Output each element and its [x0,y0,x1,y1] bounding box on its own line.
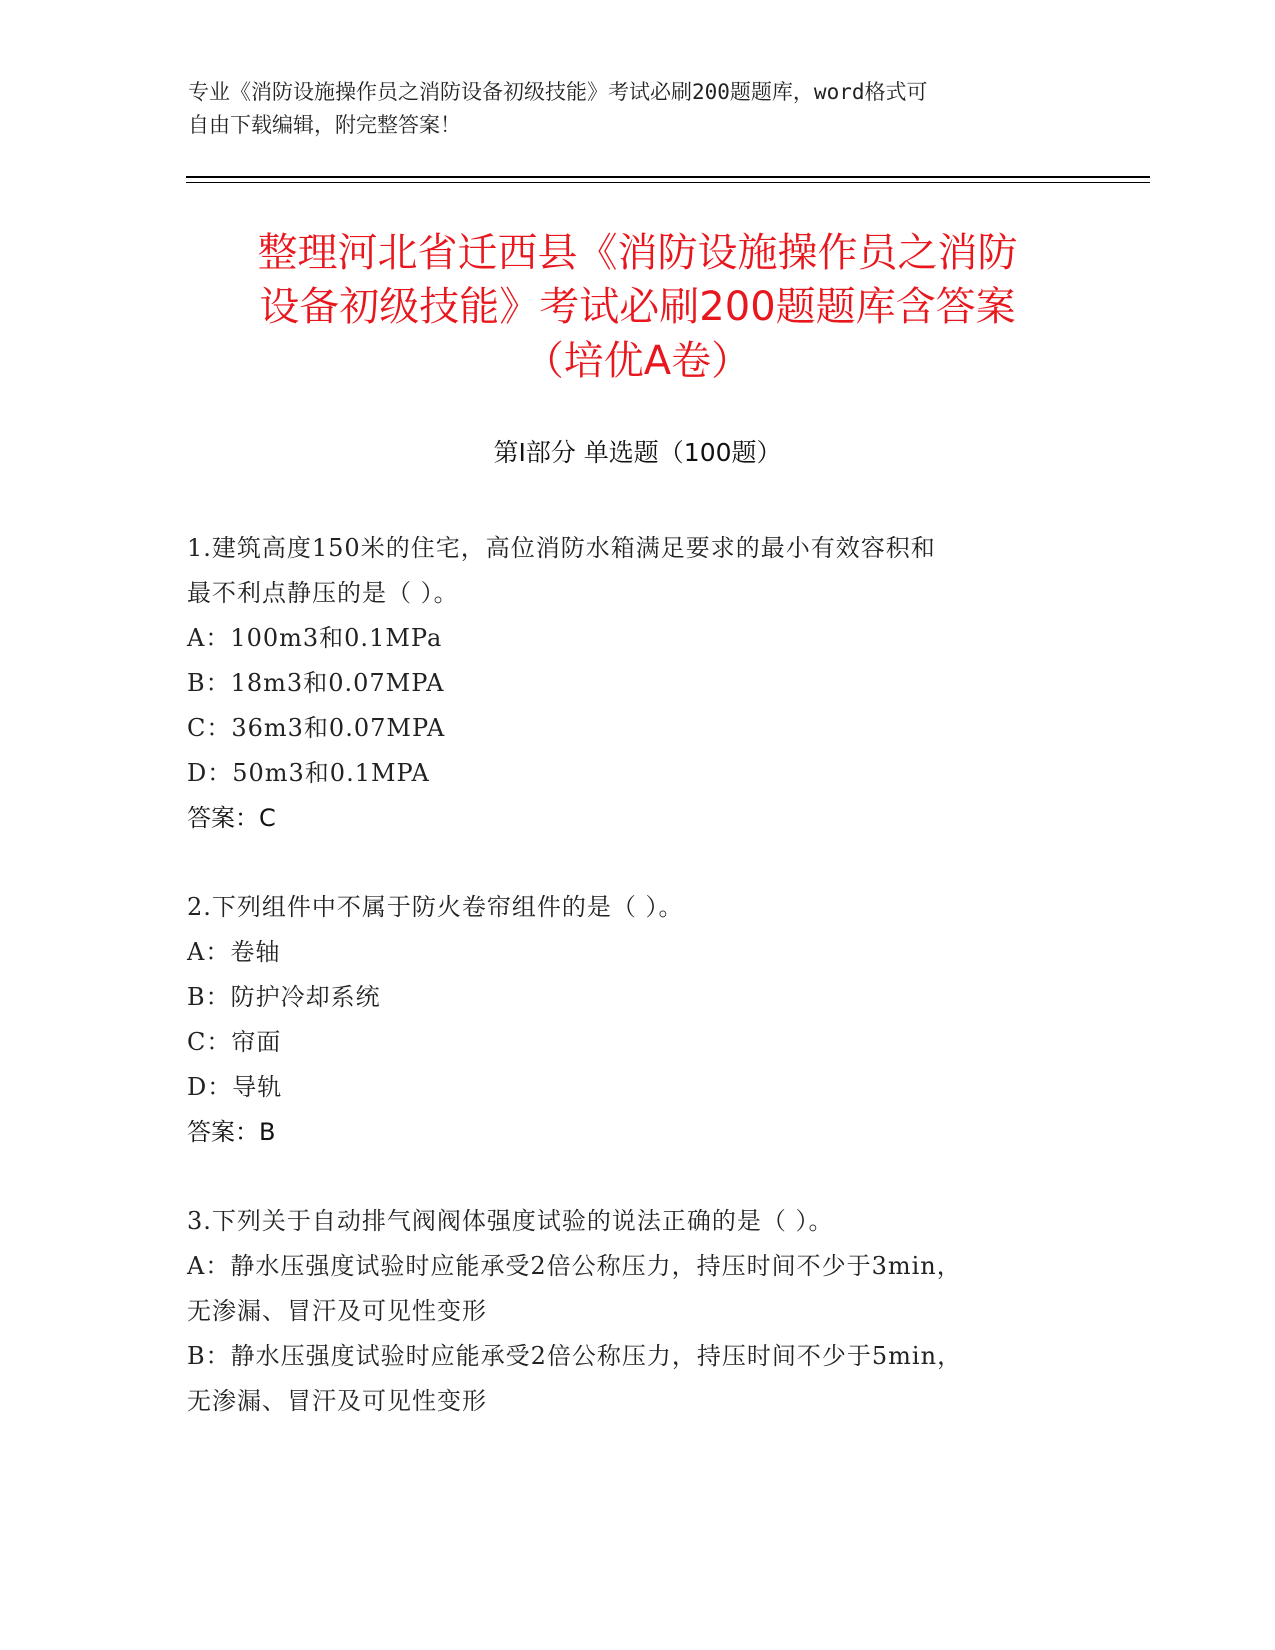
option-b: B：防护冷却系统 [187,983,381,1011]
question-stem: 1.建筑高度150米的住宅，高位消防水箱满足要求的最小有效容积和 [187,534,936,562]
option-b-continued: 无渗漏、冒汗及可见性变形 [187,1387,487,1415]
option-d: D：50m3和0.1MPA [187,759,430,787]
title-line-2: 设备初级技能》考试必刷200题题库含答案 [259,284,1016,330]
option-a: A：100m3和0.1MPa [187,624,443,652]
question-3 [187,1199,1067,1424]
option-c: C：帘面 [187,1028,282,1056]
option-a: A：卷轴 [187,938,281,966]
intro-text [188,76,1068,142]
section-heading: 第I部分 单选题（100题） [493,438,782,467]
intro-line-2: 自由下载编辑，附完整答案！ [188,113,461,137]
option-b: B：18m3和0.07MPA [187,669,445,697]
question-list [187,526,1067,1468]
header-divider-thick [186,176,1150,178]
header-divider-thin [186,182,1150,183]
question-stem: 最不利点静压的是（ ）。 [187,579,459,607]
answer-label: 答案：B [187,1118,276,1146]
question-2 [187,885,1067,1155]
option-a-continued: 无渗漏、冒汗及可见性变形 [187,1297,487,1325]
question-stem: 3.下列关于自动排气阀阀体强度试验的说法正确的是（ ）。 [187,1207,834,1235]
option-a: A：静水压强度试验时应能承受2倍公称压力，持压时间不少于3min， [187,1252,962,1280]
question-1 [187,526,1067,841]
option-b: B：静水压强度试验时应能承受2倍公称压力，持压时间不少于5min， [187,1342,963,1370]
answer-label: 答案：C [187,804,276,832]
option-d: D：导轨 [187,1073,283,1101]
title-line-1: 整理河北省迁西县《消防设施操作员之消防 [257,230,1018,276]
option-c: C：36m3和0.07MPA [187,714,446,742]
question-stem: 2.下列组件中不属于防火卷帘组件的是（ ）。 [187,893,684,921]
title-line-3: （培优A卷） [523,338,752,384]
document-title [150,226,1125,388]
intro-line-1: 专业《消防设施操作员之消防设备初级技能》考试必刷200题题库，word格式可 [188,80,928,104]
